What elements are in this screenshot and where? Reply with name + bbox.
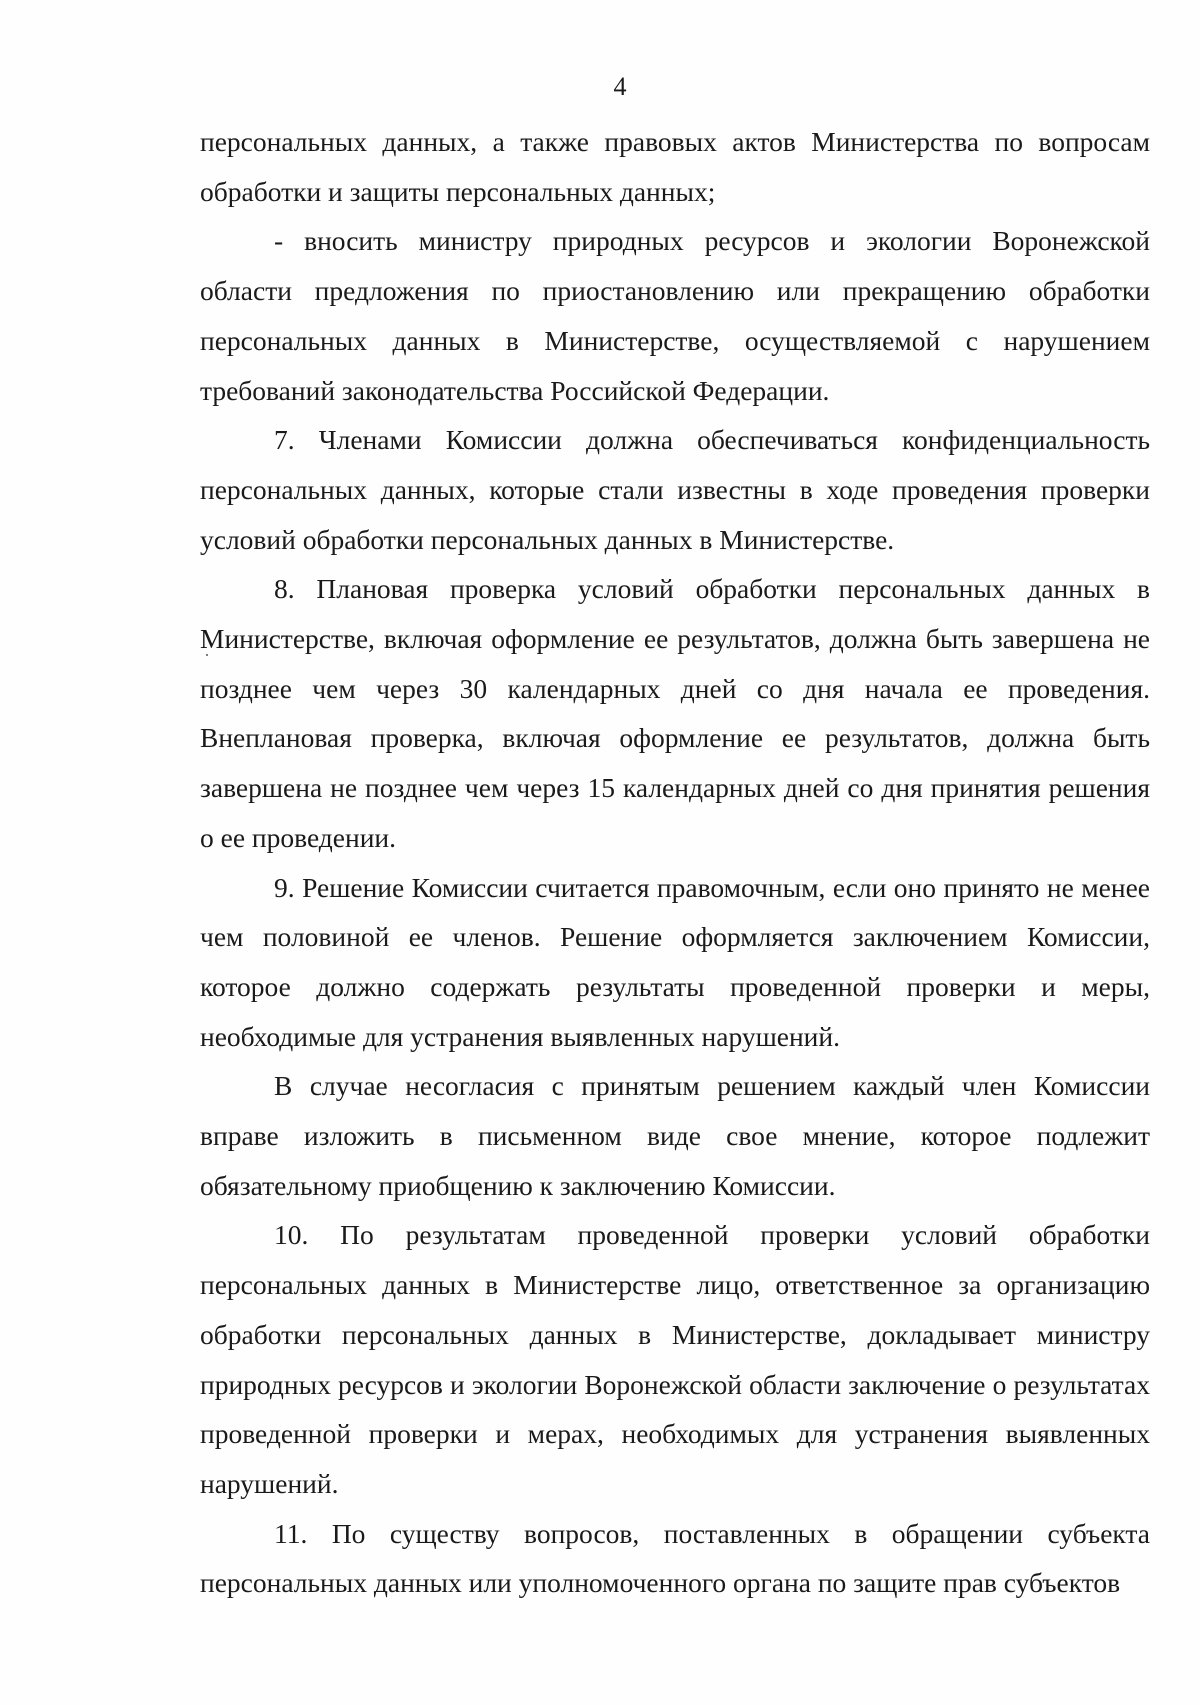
document-body [200,117,1150,1608]
paragraph-7-confidentiality: 7. Членами Комиссии должна обеспечиваться конфиденциальность персональных данных, которые стали известны в ходе проведения проверки условий обработки персональных данных в Министерстве. [200,424,1150,555]
scan-speck [206,654,208,656]
paragraph-9-decision: 9. Решение Комиссии считается правомочным, если оно принято не менее чем половиной ее членов. Решение оформляется заключением Комиссии, которое должно содержать результаты проведенной проверки и меры, необходимые для устранения выявленных нарушений. [200,871,1150,1052]
paragraph-10-results: 10. По результатам проведенной проверки условий обработки персональных данных в Министерстве лицо, ответственное за организацию обработки персональных данных в Министерстве, докладывает министру природных ресурсов и экологии Воронежской области заключение о результатах проведенной проверки и мерах, необходимых для устранения выявленных нарушений. [200,1219,1150,1499]
paragraph-8-inspection-terms: 8. Плановая проверка условий обработки персональных данных в Министерстве, включая оформление ее результатов, должна быть завершена не позднее чем через 30 календарных дней со дня начала ее проведения. Внеплановая проверка, включая оформление ее результатов, должна быть завершена не позднее чем через 15 календарных дней со дня принятия решения о ее проведении. [200,573,1150,853]
paragraph-11-requests: 11. По существу вопросов, поставленных в обращении субъекта персональных данных или уполномоченного органа по защите прав субъектов [200,1517,1150,1599]
paragraph-continuation: персональных данных, а также правовых актов Министерства по вопросам обработки и защиты персональных данных; [200,126,1150,207]
paragraph-submit-proposals: - вносить министру природных ресурсов и экологии Воронежской области предложения по приостановлению или прекращению обработки персональных данных в Министерстве, осуществляемой с нарушением требований законодательства Российской Федерации. [200,225,1150,406]
paragraph-disagreement: В случае несогласия с принятым решением каждый член Комиссии вправе изложить в письменном виде свое мнение, которое подлежит обязательному приобщению к заключению Комиссии. [200,1070,1150,1201]
page-number: 4 [613,72,627,101]
